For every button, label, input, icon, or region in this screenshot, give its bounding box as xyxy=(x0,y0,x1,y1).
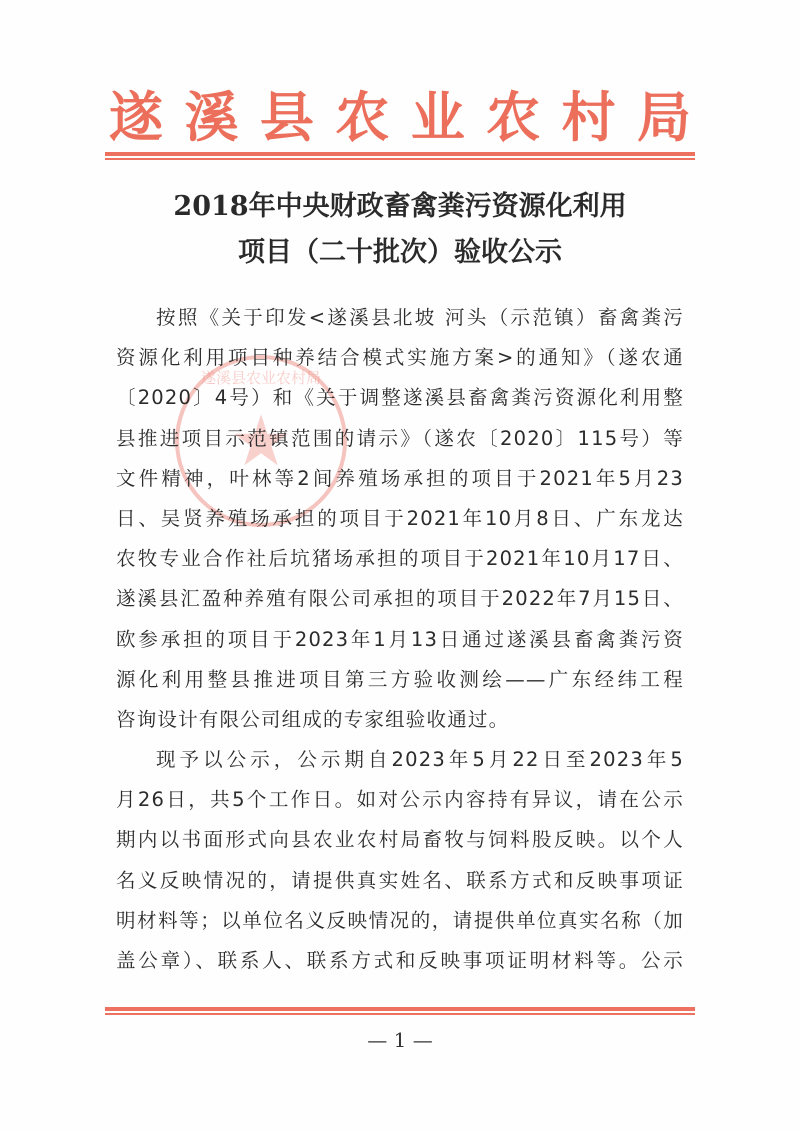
body-line: 农牧专业合作社后坑猪场承担的项目于2021年10月17日、 xyxy=(116,547,684,571)
seal-star-icon: ★ xyxy=(229,400,293,482)
header-rule-thick xyxy=(105,152,695,156)
masthead-char: 业 xyxy=(410,84,465,149)
body-line: 资源化利用项目种养结合模式实施方案>的通知》（遂农通 xyxy=(116,346,684,370)
header-rule-thin xyxy=(105,158,695,160)
masthead-char: 县 xyxy=(259,84,314,149)
masthead-char: 农 xyxy=(335,84,390,149)
footer-rule-thin xyxy=(105,1013,695,1015)
body-line: 名义反映情况的，请提供真实姓名、联系方式和反映事项证 xyxy=(116,868,684,892)
masthead-char: 局 xyxy=(636,84,691,149)
body-line: 日、吴贤养殖场承担的项目于2021年10月8日、广东龙达 xyxy=(116,506,684,530)
body-line: 盖公章）、联系人、联系方式和反映事项证明材料等。公示 xyxy=(116,949,684,972)
body-line: 期内以书面形式向县农业农村局畜牧与饲料股反映。以个人 xyxy=(116,828,684,852)
body-text xyxy=(116,298,684,981)
masthead-char: 遂 xyxy=(109,84,163,149)
masthead-char: 村 xyxy=(561,84,616,149)
seal-text: 遂溪县农业农村局 xyxy=(200,369,321,387)
body-line: 现予以公示，公示期自2023年5月22日至2023年5 xyxy=(156,748,684,772)
body-line: 明材料等；以单位名义反映情况的，请提供单位真实名称（加 xyxy=(116,908,684,932)
footer-rule-thick xyxy=(105,1007,695,1011)
body-line: 遂溪县汇盈种养殖有限公司承担的项目于2022年7月15日、 xyxy=(116,587,684,611)
masthead-org-name xyxy=(105,78,695,148)
body-line: 源化利用整县推进项目第三方验收测绘——广东经纬工程 xyxy=(116,667,684,691)
body-line: 县推进项目示范镇范围的请示》（遂农〔2020〕115号）等 xyxy=(116,426,684,450)
body-line: 按照《关于印发<遂溪县北坡 河头（示范镇）畜禽粪污 xyxy=(156,306,684,329)
document-title-line-2: 项目（二十批次）验收公示 xyxy=(238,237,562,268)
masthead-char: 溪 xyxy=(184,84,239,149)
body-line: 〔2020〕4号）和《关于调整遂溪县畜禽粪污资源化利用整 xyxy=(116,386,684,410)
body-line: 月26日，共5个工作日。如对公示内容持有异议，请在公示 xyxy=(116,788,684,812)
body-line: 欧参承担的项目于2023年1月13日通过遂溪县畜禽粪污资 xyxy=(116,627,684,651)
page-number: — 1 — xyxy=(367,1028,433,1052)
body-line: 文件精神，叶林等2间养殖场承担的项目于2021年5月23 xyxy=(116,466,684,490)
document-title-line-1: 2018年中央财政畜禽粪污资源化利用 xyxy=(173,191,627,222)
masthead-char: 农 xyxy=(486,84,541,149)
body-line: 咨询设计有限公司组成的专家组验收通过。 xyxy=(116,707,510,731)
